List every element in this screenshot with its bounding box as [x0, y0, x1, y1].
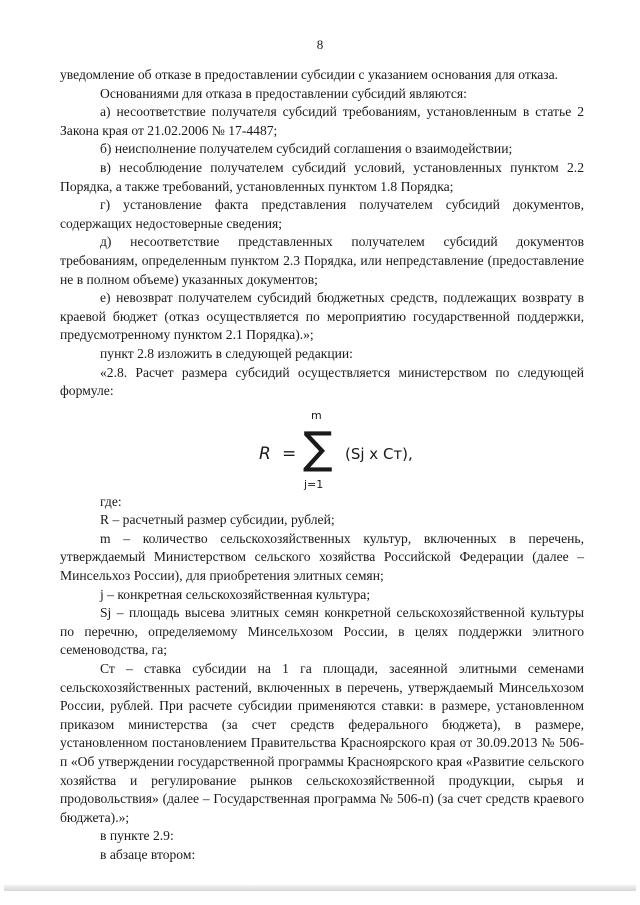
paragraph: г) установление факта представления получателем субсидий документов, содержащих недостоверные сведения;	[60, 197, 584, 231]
paragraph: пункт 2.8 изложить в следующей редакции:	[100, 345, 353, 361]
paragraph: Основаниями для отказа в предоставлении субсидий являются:	[100, 85, 467, 101]
summation-symbol: ∑	[303, 422, 333, 474]
paragraph: в) несоблюдение получателем субсидий условий, установленных пунктом 2.2 Порядка, а также требований, установленных пунктом 1.8 Порядка;	[60, 159, 584, 194]
formula-equals: =	[282, 443, 297, 464]
paragraph: «2.8. Расчет размера субсидий осуществляется министерством по следующей формуле:	[60, 364, 584, 399]
paragraphs-after-formula	[60, 493, 584, 865]
formula-lhs: R	[259, 443, 271, 464]
page-bottom-shadow	[4, 885, 636, 891]
formula-lower-limit: j=1	[304, 477, 324, 491]
page-number: 8	[316, 37, 324, 52]
paragraph: в пункте 2.9:	[100, 828, 174, 844]
paragraph: где:	[100, 493, 122, 509]
paragraph: Ст – ставка субсидии на 1 га площади, засеянной элитными семенами сельскохозяйственных растений, включенных в перечень, утверждаемый Минсельхозом России, рублей. При расчете субсидии применяются ставки: в размере, установленном приказом министерства (за счет средств федерального бюджета), в размере, установленном постановлением Правительства Красноярского края от 30.09.2013 № 506-п «Об утверждении государственной программы Красноярского края «Развитие сельского хозяйства и регулирование рынков сельскохозяйственной продукции, сырья и продовольствия» (далее – Государственная программа № 506-п) (за счет средств краевого бюджета).»;	[60, 661, 584, 825]
paragraph: е) невозврат получателем субсидий бюджетных средств, подлежащих возврату в краевой бюджет (отказ осуществляется по мероприятию государственной поддержки, предусмотренному пунктом 2.1 Порядка).»;	[60, 290, 584, 343]
paragraph: уведомление об отказе в предоставлении субсидии с указанием основания для отказа.	[60, 67, 559, 82]
document-body	[60, 66, 584, 865]
paragraph: R – расчетный размер субсидии, рублей;	[100, 512, 335, 528]
paragraph: Sj – площадь высева элитных семян конкретной сельскохозяйственной культуры по перечню, определяемому Минсельхозом России, в целях поддержки элитного семеноводства, га;	[60, 605, 584, 658]
paragraph: д) несоответствие представленных получателем субсидий документов требованиям, определенным пунктом 2.3 Порядка, или непредставление (предоставление не в полном объеме) указанных документов;	[60, 234, 584, 287]
paragraph: m – количество сельскохозяйственных культур, включенных в перечень, утверждаемый Министерством сельского хозяйства Российской Федерации (далее – Минсельхоз России), для приобретения элитных семян;	[60, 530, 584, 584]
paragraph: б) неисполнение получателем субсидий соглашения о взаимодействии;	[100, 141, 513, 157]
paragraph: в абзаце втором:	[100, 846, 196, 862]
paragraph: j – конкретная сельскохозяйственная культура;	[100, 586, 371, 602]
paragraph: а) несоответствие получателя субсидий требованиям, установленным в статье 2 Закона края от 21.02.2006 № 17-4487;	[60, 104, 584, 138]
subsidy-formula	[60, 401, 584, 493]
paragraphs-before-formula	[60, 66, 584, 401]
formula-upper-limit: m	[311, 408, 322, 422]
formula-body: (Sj x Ст),	[345, 444, 413, 463]
